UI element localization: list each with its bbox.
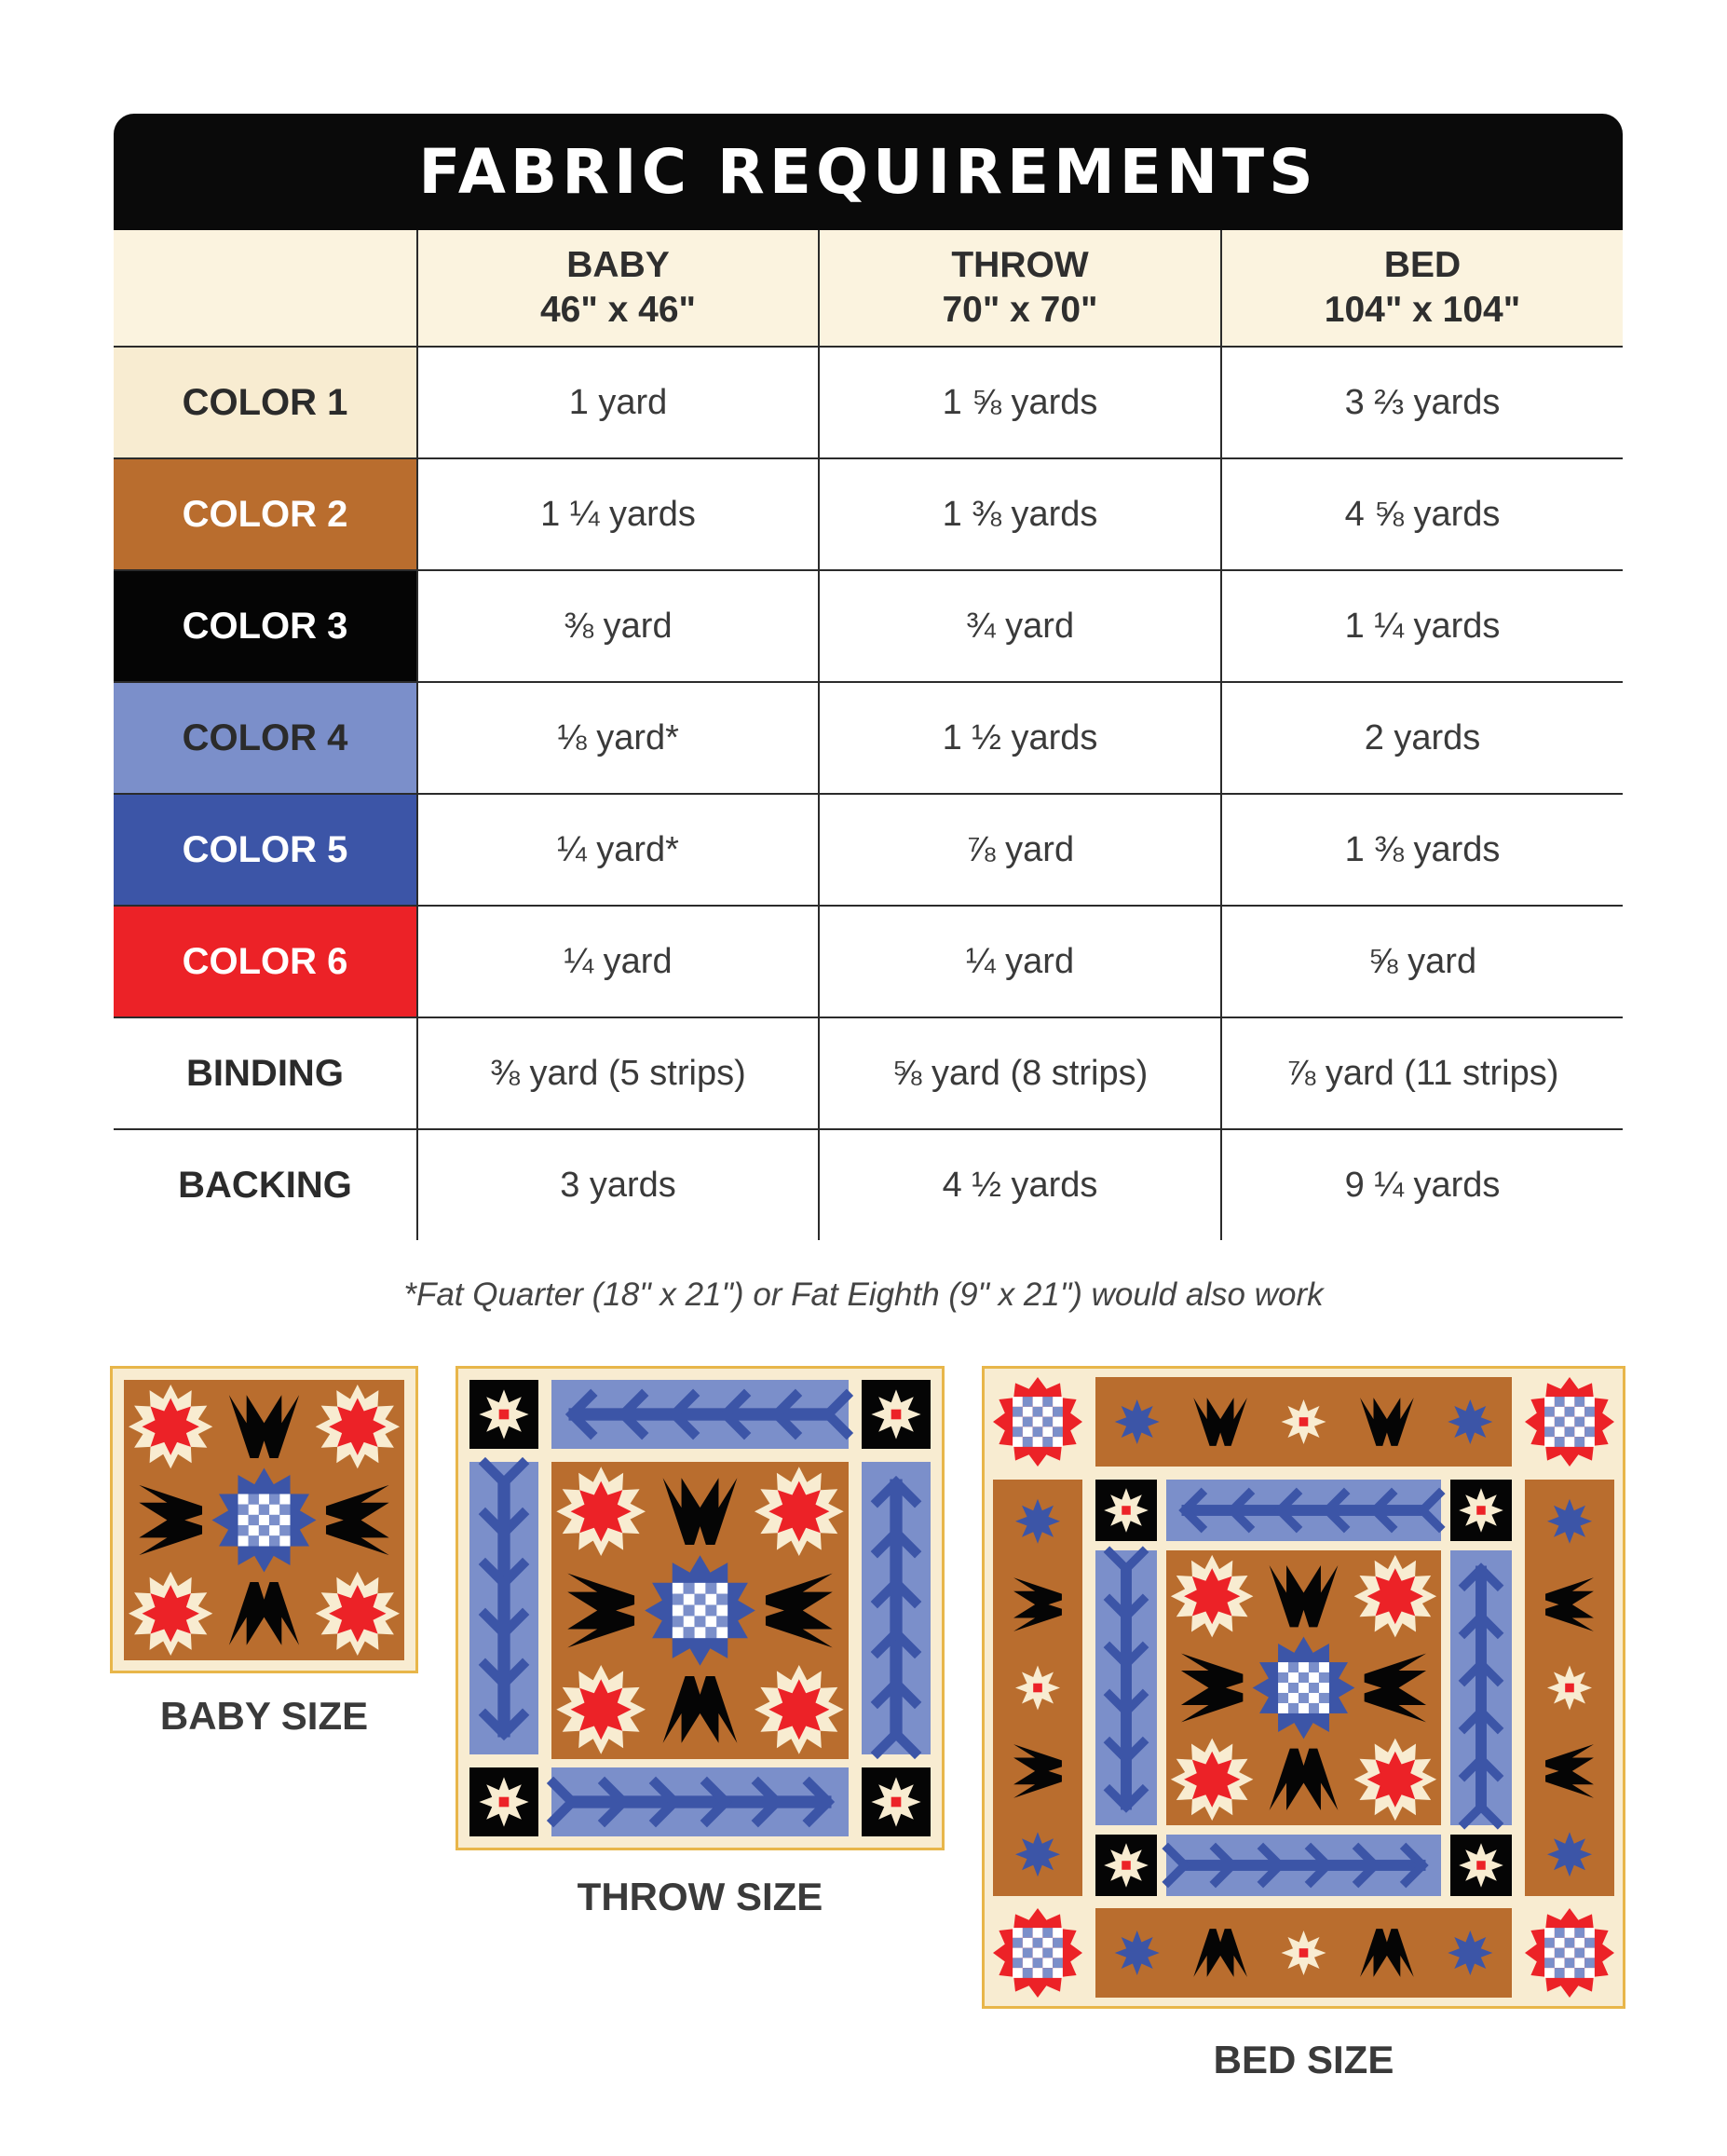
checker-square	[1033, 1397, 1043, 1407]
checker-square	[1555, 1928, 1565, 1938]
checker-square	[1013, 1437, 1023, 1447]
checker-square	[1033, 1437, 1043, 1447]
bed-quilt-illustration	[982, 1366, 1625, 2009]
checker-square	[1574, 1928, 1584, 1938]
checker-square	[1299, 1662, 1309, 1672]
checker-square	[716, 1605, 728, 1617]
checker-square	[1053, 1407, 1063, 1417]
table-cell: ¼ yard	[417, 906, 819, 1017]
checker-square	[1013, 1968, 1023, 1978]
star-center	[891, 1410, 902, 1420]
arrow-shaft	[1121, 1566, 1132, 1810]
table-cell: 1 ⅜ yards	[819, 458, 1221, 570]
checker-square	[705, 1605, 716, 1617]
checker-square	[259, 1494, 269, 1505]
table-cell: 4 ½ yards	[819, 1129, 1221, 1240]
checker-square	[673, 1627, 684, 1638]
checker-square	[1053, 1397, 1063, 1407]
table-cell: 1 yard	[417, 347, 819, 458]
checker-square	[1544, 1437, 1555, 1447]
checker-square	[1023, 1948, 1033, 1958]
header-row	[114, 230, 1623, 347]
checker-square	[1544, 1968, 1555, 1978]
checker-square	[1053, 1426, 1063, 1437]
checker-square	[1299, 1693, 1309, 1703]
bed-size-caption: BED SIZE	[1213, 2038, 1394, 2081]
checker-square	[1574, 1958, 1584, 1968]
table-cell: 9 ¼ yards	[1221, 1129, 1623, 1240]
table-row	[114, 682, 1623, 794]
small-star	[1448, 1399, 1492, 1444]
checker-square	[716, 1583, 728, 1594]
star-center	[1476, 1506, 1486, 1515]
checker-square	[279, 1535, 290, 1546]
throw-size-caption: THROW SIZE	[577, 1875, 823, 1918]
checker-square	[279, 1505, 290, 1515]
throw-quilt-illustration	[456, 1366, 945, 1850]
checker-square	[684, 1605, 695, 1617]
header-name: THROW	[951, 245, 1089, 285]
table-cell: ⅜ yard (5 strips)	[417, 1017, 819, 1129]
checker-square	[269, 1525, 279, 1535]
checker-square	[1555, 1948, 1565, 1958]
checker-square	[1565, 1426, 1575, 1437]
checker-square	[238, 1525, 249, 1535]
checker-square	[1584, 1948, 1595, 1958]
checker-square	[1023, 1968, 1033, 1978]
checker-square	[1574, 1948, 1584, 1958]
checker-square	[1042, 1958, 1053, 1968]
checker-square	[1319, 1672, 1329, 1683]
checker-square	[1013, 1928, 1023, 1938]
checker-square	[1023, 1407, 1033, 1417]
checker-square	[1053, 1437, 1063, 1447]
table-cell: ⅞ yard	[819, 794, 1221, 906]
checker-square	[1053, 1948, 1063, 1958]
arrow-shaft	[1182, 1860, 1426, 1871]
star-center	[329, 1399, 386, 1455]
header-name: BABY	[566, 245, 670, 285]
checker-square	[1555, 1426, 1565, 1437]
checker-square	[238, 1494, 249, 1505]
checker-square	[1584, 1407, 1595, 1417]
checker-square	[1544, 1958, 1555, 1968]
checker-square	[1023, 1426, 1033, 1437]
checker-square	[1042, 1426, 1053, 1437]
header-size: 46" x 46"	[539, 290, 697, 330]
star-center	[499, 1410, 510, 1420]
table-cell: 1 ¼ yards	[417, 458, 819, 570]
checker-square	[1042, 1407, 1053, 1417]
checker-square	[1033, 1948, 1043, 1958]
checker-square	[1544, 1948, 1555, 1958]
star-center	[891, 1797, 902, 1808]
row-label: COLOR 2	[114, 458, 417, 570]
arrow-shaft	[569, 1408, 832, 1420]
checker-square	[1555, 1417, 1565, 1427]
checker-square	[249, 1515, 259, 1525]
small-star	[1547, 1499, 1592, 1544]
header-bed	[1221, 230, 1623, 347]
checker-square	[1319, 1693, 1329, 1703]
checker-square	[1042, 1968, 1053, 1978]
checker-square	[1033, 1958, 1043, 1968]
checker-square	[1013, 1938, 1023, 1948]
checker-square	[1555, 1397, 1565, 1407]
checker-square	[1053, 1958, 1063, 1968]
checker-square	[279, 1494, 290, 1505]
star-center	[143, 1399, 199, 1455]
checker-square	[1042, 1417, 1053, 1427]
baby-size-caption: BABY SIZE	[159, 1694, 369, 1738]
table-row	[114, 1017, 1623, 1129]
checker-square	[1584, 1938, 1595, 1948]
row-label: BACKING	[114, 1129, 417, 1240]
table-cell: 1 ¼ yards	[1221, 570, 1623, 682]
table-cell: ¼ yard*	[417, 794, 819, 906]
checker-square	[716, 1616, 728, 1627]
row-label: COLOR 6	[114, 906, 417, 1017]
star-center	[1476, 1861, 1486, 1870]
small-star	[1115, 1931, 1160, 1975]
header-baby	[417, 230, 819, 347]
row-label: COLOR 1	[114, 347, 417, 458]
checker-square	[269, 1535, 279, 1546]
checker-square	[1013, 1426, 1023, 1437]
checker-square	[1555, 1968, 1565, 1978]
checker-square	[1584, 1397, 1595, 1407]
table-row	[114, 794, 1623, 906]
checker-square	[1544, 1407, 1555, 1417]
table-cell: ⅛ yard*	[417, 682, 819, 794]
table-cell: ¾ yard	[819, 570, 1221, 682]
checker-square	[1023, 1958, 1033, 1968]
checker-square	[1299, 1672, 1309, 1683]
checker-square	[1555, 1437, 1565, 1447]
small-star	[1115, 1399, 1160, 1444]
star-center	[329, 1585, 386, 1642]
checker-square	[259, 1505, 269, 1515]
table-row	[114, 906, 1623, 1017]
arrow-shaft	[890, 1480, 902, 1738]
checker-square	[1555, 1407, 1565, 1417]
checker-square	[1574, 1437, 1584, 1447]
checker-square	[684, 1616, 695, 1627]
checker-square	[684, 1594, 695, 1605]
checker-square	[673, 1583, 684, 1594]
checker-square	[1023, 1437, 1033, 1447]
small-star	[1015, 1499, 1060, 1544]
checker-square	[673, 1616, 684, 1627]
checker-square	[269, 1515, 279, 1525]
checker-square	[1319, 1703, 1329, 1713]
baby-quilt-illustration	[110, 1366, 418, 1673]
checker-square	[238, 1515, 249, 1525]
checker-square	[1278, 1662, 1288, 1672]
checker-square	[1033, 1426, 1043, 1437]
table-cell: ⅞ yard (11 strips)	[1221, 1017, 1623, 1129]
checker-square	[1278, 1693, 1288, 1703]
star-center	[1367, 1752, 1423, 1808]
small-star	[1015, 1832, 1060, 1876]
arrow-shaft	[1475, 1566, 1487, 1810]
checker-square	[1013, 1417, 1023, 1427]
checker-square	[716, 1627, 728, 1638]
checker-square	[695, 1627, 706, 1638]
star-center	[1122, 1506, 1131, 1515]
checker-square	[1053, 1938, 1063, 1948]
checker-square	[1013, 1948, 1023, 1958]
header-throw	[819, 230, 1221, 347]
table-cell: 1 ⅝ yards	[819, 347, 1221, 458]
checker-square	[1309, 1662, 1319, 1672]
checker-square	[1565, 1948, 1575, 1958]
checker-square	[1584, 1426, 1595, 1437]
checker-square	[1288, 1693, 1299, 1703]
checker-square	[1574, 1426, 1584, 1437]
checker-square	[1053, 1968, 1063, 1978]
checker-square	[249, 1505, 259, 1515]
checker-square	[705, 1594, 716, 1605]
requirements-grid	[114, 230, 1623, 1240]
checker-square	[1544, 1397, 1555, 1407]
checker-square	[1584, 1958, 1595, 1968]
checker-square	[1309, 1703, 1319, 1713]
checker-square	[695, 1594, 706, 1605]
checker-square	[1565, 1958, 1575, 1968]
header-corner	[114, 230, 417, 347]
small-star	[1448, 1931, 1492, 1975]
checker-square	[1033, 1417, 1043, 1427]
checker-square	[1565, 1938, 1575, 1948]
star-center	[1367, 1568, 1423, 1624]
checker-square	[705, 1616, 716, 1627]
checker-square	[259, 1515, 269, 1525]
checker-square	[249, 1494, 259, 1505]
checker-square	[673, 1594, 684, 1605]
checker-square	[1053, 1928, 1063, 1938]
checker-square	[1042, 1938, 1053, 1948]
table-title: FABRIC REQUIREMENTS	[114, 114, 1623, 230]
table-row	[114, 458, 1623, 570]
checker-square	[1565, 1437, 1575, 1447]
checker-square	[279, 1515, 290, 1525]
checker-square	[1574, 1968, 1584, 1978]
checker-square	[695, 1583, 706, 1594]
checker-square	[1033, 1928, 1043, 1938]
checker-square	[705, 1583, 716, 1594]
star-center	[1033, 1684, 1042, 1693]
checker-square	[684, 1583, 695, 1594]
checker-square	[1288, 1683, 1299, 1693]
star-center	[1122, 1861, 1131, 1870]
checker-square	[279, 1525, 290, 1535]
checker-square	[1299, 1683, 1309, 1693]
checker-square	[1023, 1928, 1033, 1938]
header-name: BED	[1383, 245, 1462, 285]
checker-square	[1013, 1407, 1023, 1417]
checker-square	[1574, 1407, 1584, 1417]
table-cell: 3 ⅔ yards	[1221, 347, 1623, 458]
arrow-shaft	[497, 1480, 510, 1738]
checker-square	[1042, 1397, 1053, 1407]
table-cell: 1 ⅜ yards	[1221, 794, 1623, 906]
checker-square	[1023, 1938, 1033, 1948]
table-row	[114, 347, 1623, 458]
table-cell: 4 ⅝ yards	[1221, 458, 1623, 570]
star-center	[1184, 1752, 1240, 1808]
checker-square	[269, 1494, 279, 1505]
star-center	[1565, 1684, 1574, 1693]
checker-square	[1584, 1437, 1595, 1447]
row-label: COLOR 3	[114, 570, 417, 682]
footnote: *Fat Quarter (18" x 21") or Fat Eighth (9" x 21") would also work	[403, 1276, 1324, 1313]
checker-square	[1023, 1397, 1033, 1407]
checker-square	[1565, 1968, 1575, 1978]
row-label: COLOR 4	[114, 682, 417, 794]
star-center	[499, 1797, 510, 1808]
checker-square	[259, 1525, 269, 1535]
fabric-requirements-table	[114, 114, 1623, 1240]
small-star	[1547, 1832, 1592, 1876]
star-center	[1184, 1568, 1240, 1624]
checker-square	[1584, 1968, 1595, 1978]
star-center	[768, 1679, 829, 1740]
checker-square	[1013, 1958, 1023, 1968]
table-row	[114, 1129, 1623, 1240]
checker-square	[1555, 1938, 1565, 1948]
checker-square	[695, 1605, 706, 1617]
table-cell: ¼ yard	[819, 906, 1221, 1017]
checker-square	[238, 1505, 249, 1515]
table-cell: ⅝ yard (8 strips)	[819, 1017, 1221, 1129]
table-cell: ⅜ yard	[417, 570, 819, 682]
table-cell: ⅝ yard	[1221, 906, 1623, 1017]
checker-square	[1013, 1397, 1023, 1407]
checker-square	[1319, 1662, 1329, 1672]
table-row	[114, 570, 1623, 682]
arrow-shaft	[1182, 1505, 1426, 1516]
checker-square	[1033, 1968, 1043, 1978]
checker-square	[1288, 1672, 1299, 1683]
checker-square	[1584, 1417, 1595, 1427]
header-size: 70" x 70"	[942, 290, 1098, 330]
checker-square	[1299, 1703, 1309, 1713]
checker-square	[1309, 1683, 1319, 1693]
checker-square	[705, 1627, 716, 1638]
checker-square	[1033, 1407, 1043, 1417]
checker-square	[1544, 1417, 1555, 1427]
checker-square	[1565, 1407, 1575, 1417]
checker-square	[1319, 1683, 1329, 1693]
checker-square	[1565, 1928, 1575, 1938]
table-cell: 1 ½ yards	[819, 682, 1221, 794]
checker-square	[1544, 1426, 1555, 1437]
checker-square	[684, 1627, 695, 1638]
checker-square	[1023, 1417, 1033, 1427]
checker-square	[238, 1535, 249, 1546]
checker-square	[1042, 1437, 1053, 1447]
checker-square	[1278, 1703, 1288, 1713]
row-label: COLOR 5	[114, 794, 417, 906]
checker-square	[1574, 1397, 1584, 1407]
star-center	[571, 1679, 632, 1740]
checker-square	[1309, 1693, 1319, 1703]
checker-square	[1278, 1683, 1288, 1693]
checker-square	[1042, 1948, 1053, 1958]
checker-square	[1544, 1928, 1555, 1938]
checker-square	[1288, 1662, 1299, 1672]
checker-square	[673, 1605, 684, 1617]
star-center	[143, 1585, 199, 1642]
checker-square	[1565, 1397, 1575, 1407]
checker-square	[1544, 1938, 1555, 1948]
checker-square	[1042, 1928, 1053, 1938]
checker-square	[269, 1505, 279, 1515]
checker-square	[1565, 1417, 1575, 1427]
checker-square	[1053, 1417, 1063, 1427]
row-label: BINDING	[114, 1017, 417, 1129]
star-center	[1299, 1948, 1309, 1958]
checker-square	[1584, 1928, 1595, 1938]
checker-square	[695, 1616, 706, 1627]
table-cell: 3 yards	[417, 1129, 819, 1240]
checker-square	[1555, 1958, 1565, 1968]
checker-square	[1033, 1938, 1043, 1948]
checker-square	[1574, 1417, 1584, 1427]
checker-square	[1574, 1938, 1584, 1948]
checker-square	[1278, 1672, 1288, 1683]
checker-square	[249, 1535, 259, 1546]
checker-square	[1309, 1672, 1319, 1683]
table-cell: 2 yards	[1221, 682, 1623, 794]
star-center	[768, 1481, 829, 1542]
star-center	[571, 1481, 632, 1542]
checker-square	[249, 1525, 259, 1535]
checker-square	[259, 1535, 269, 1546]
checker-square	[1288, 1703, 1299, 1713]
star-center	[1299, 1417, 1309, 1426]
header-size: 104" x 104"	[1324, 290, 1521, 330]
checker-square	[716, 1594, 728, 1605]
arrow-shaft	[569, 1795, 832, 1808]
